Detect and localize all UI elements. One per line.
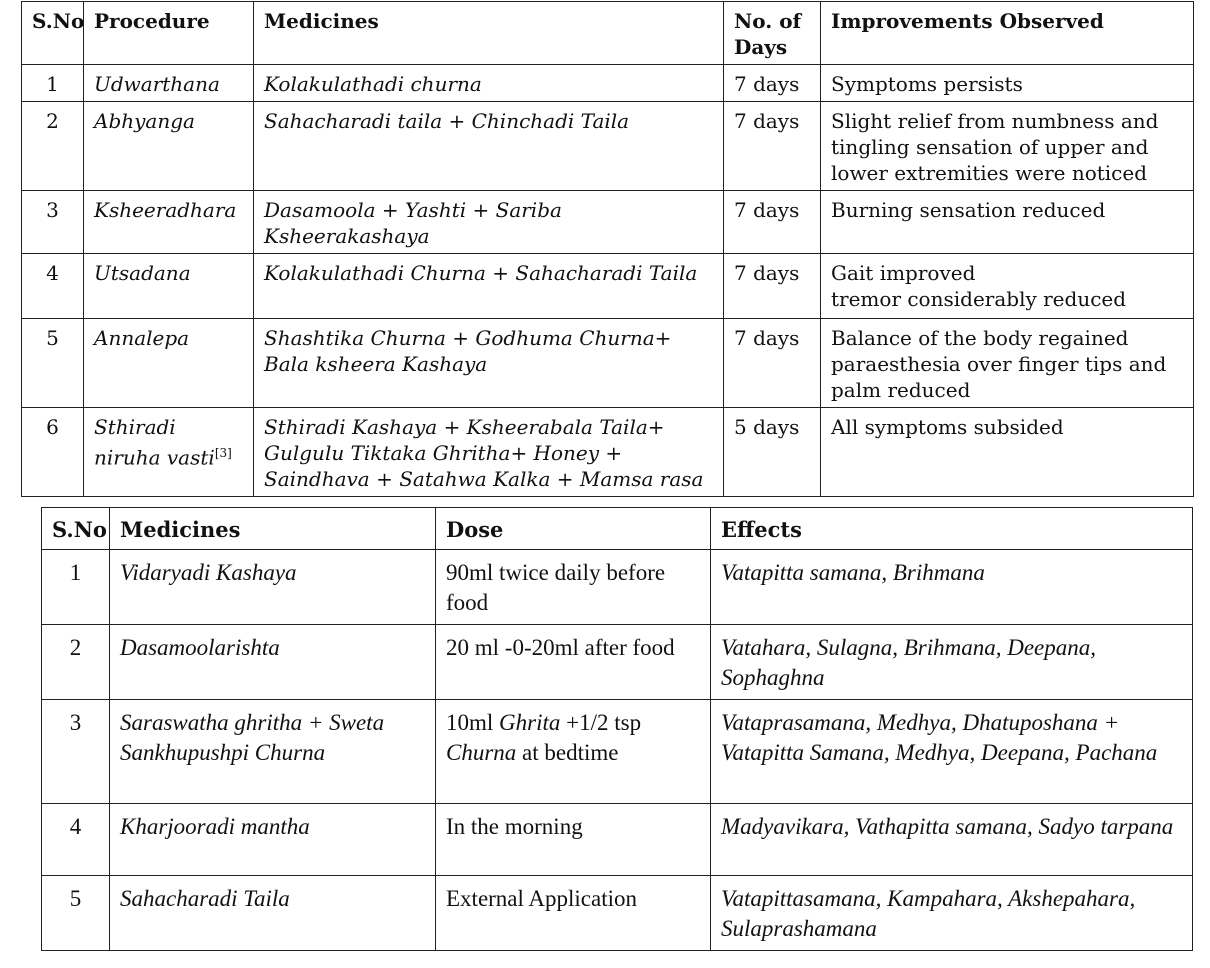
header-procedure: Procedure <box>84 2 254 65</box>
cell-days: 5 days <box>724 408 821 497</box>
cell-procedure: Udwarthana <box>84 65 254 102</box>
dose-part: +1/2 tsp <box>560 710 642 735</box>
cell-days: 7 days <box>724 191 821 254</box>
cell-days: 7 days <box>724 65 821 102</box>
cell-days: 7 days <box>724 319 821 408</box>
header-sno: S.No <box>22 2 84 65</box>
cell-procedure: Ksheeradhara <box>84 191 254 254</box>
cell-effects: Vatapitta samana, Brihmana <box>711 550 1193 625</box>
procedures-table <box>21 1 1194 497</box>
cell-procedure <box>84 408 254 497</box>
table-row <box>42 625 1193 700</box>
cell-days: 7 days <box>724 102 821 191</box>
header-medicines: Medicines <box>110 508 436 550</box>
cell-sno: 3 <box>42 700 110 804</box>
cell-medicines: Shashtika Churna + Godhuma Churna+ Bala ksheera Kashaya <box>254 319 724 408</box>
table-row <box>42 700 1193 804</box>
cell-sno: 3 <box>22 191 84 254</box>
cell-sno: 1 <box>22 65 84 102</box>
cell-procedure: Annalepa <box>84 319 254 408</box>
table-row <box>22 319 1194 408</box>
citation-ref: [3] <box>214 446 232 460</box>
cell-improvements: Symptoms persists <box>821 65 1194 102</box>
cell-medicine: Saraswatha ghritha + Sweta Sankhupushpi Churna <box>110 700 436 804</box>
table-row <box>22 102 1194 191</box>
table-row <box>22 65 1194 102</box>
cell-improvements: Balance of the body regained paraesthesia over finger tips and palm reduced <box>821 319 1194 408</box>
cell-sno: 4 <box>42 804 110 876</box>
cell-improvements: All symptoms subsided <box>821 408 1194 497</box>
cell-sno: 2 <box>22 102 84 191</box>
table-row <box>22 254 1194 319</box>
cell-sno: 5 <box>42 876 110 951</box>
table-row <box>42 550 1193 625</box>
cell-procedure: Abhyanga <box>84 102 254 191</box>
cell-effects: Madyavikara, Vathapitta samana, Sadyo tarpana <box>711 804 1193 876</box>
cell-dose: In the morning <box>436 804 711 876</box>
dose-part: 10ml <box>446 710 500 735</box>
cell-medicine: Vidaryadi Kashaya <box>110 550 436 625</box>
cell-medicine: Sahacharadi Taila <box>110 876 436 951</box>
cell-dose <box>436 700 711 804</box>
cell-improvements: Gait improved tremor considerably reduced <box>821 254 1194 319</box>
cell-procedure: Utsadana <box>84 254 254 319</box>
cell-dose: 90ml twice daily before food <box>436 550 711 625</box>
cell-improvements: Slight relief from numbness and tingling sensation of upper and lower extremities were noticed <box>821 102 1194 191</box>
cell-medicines: Kolakulathadi churna <box>254 65 724 102</box>
cell-effects: Vatahara, Sulagna, Brihmana, Deepana, Sophaghna <box>711 625 1193 700</box>
cell-medicines: Sahacharadi taila + Chinchadi Taila <box>254 102 724 191</box>
header-days: No. of Days <box>724 2 821 65</box>
cell-medicine: Kharjooradi mantha <box>110 804 436 876</box>
cell-sno: 4 <box>22 254 84 319</box>
cell-medicine: Dasamoolarishta <box>110 625 436 700</box>
cell-medicines: Kolakulathadi Churna + Sahacharadi Taila <box>254 254 724 319</box>
cell-sno: 6 <box>22 408 84 497</box>
cell-dose: External Application <box>436 876 711 951</box>
table-row <box>22 191 1194 254</box>
cell-effects: Vataprasamana, Medhya, Dhatuposhana + Vatapitta Samana, Medhya, Deepana, Pachana <box>711 700 1193 804</box>
medicines-table <box>41 507 1193 951</box>
cell-effects: Vatapittasamana, Kampahara, Akshepahara, Sulaprashamana <box>711 876 1193 951</box>
dose-part: Ghrita <box>499 710 561 735</box>
table-row <box>22 408 1194 497</box>
cell-medicines: Sthiradi Kashaya + Ksheerabala Taila+ Gulgulu Tiktaka Ghritha+ Honey + Saindhava + Satahwa Kalka + Mamsa rasa <box>254 408 724 497</box>
dose-part: at bedtime <box>516 740 619 765</box>
dose-part: Churna <box>446 740 517 765</box>
header-medicines: Medicines <box>254 2 724 65</box>
cell-sno: 1 <box>42 550 110 625</box>
cell-sno: 5 <box>22 319 84 408</box>
table-header-row <box>42 508 1193 550</box>
cell-medicines: Dasamoola + Yashti + Sariba Ksheerakashaya <box>254 191 724 254</box>
table-row <box>42 804 1193 876</box>
header-effects: Effects <box>711 508 1193 550</box>
table-header-row <box>22 2 1194 65</box>
cell-days: 7 days <box>724 254 821 319</box>
header-improvements: Improvements Observed <box>821 2 1194 65</box>
header-sno: S.No <box>42 508 110 550</box>
cell-improvements: Burning sensation reduced <box>821 191 1194 254</box>
header-dose: Dose <box>436 508 711 550</box>
cell-sno: 2 <box>42 625 110 700</box>
table-row <box>42 876 1193 951</box>
cell-dose: 20 ml -0-20ml after food <box>436 625 711 700</box>
procedure-name: Sthiradi niruha vasti <box>94 415 215 470</box>
